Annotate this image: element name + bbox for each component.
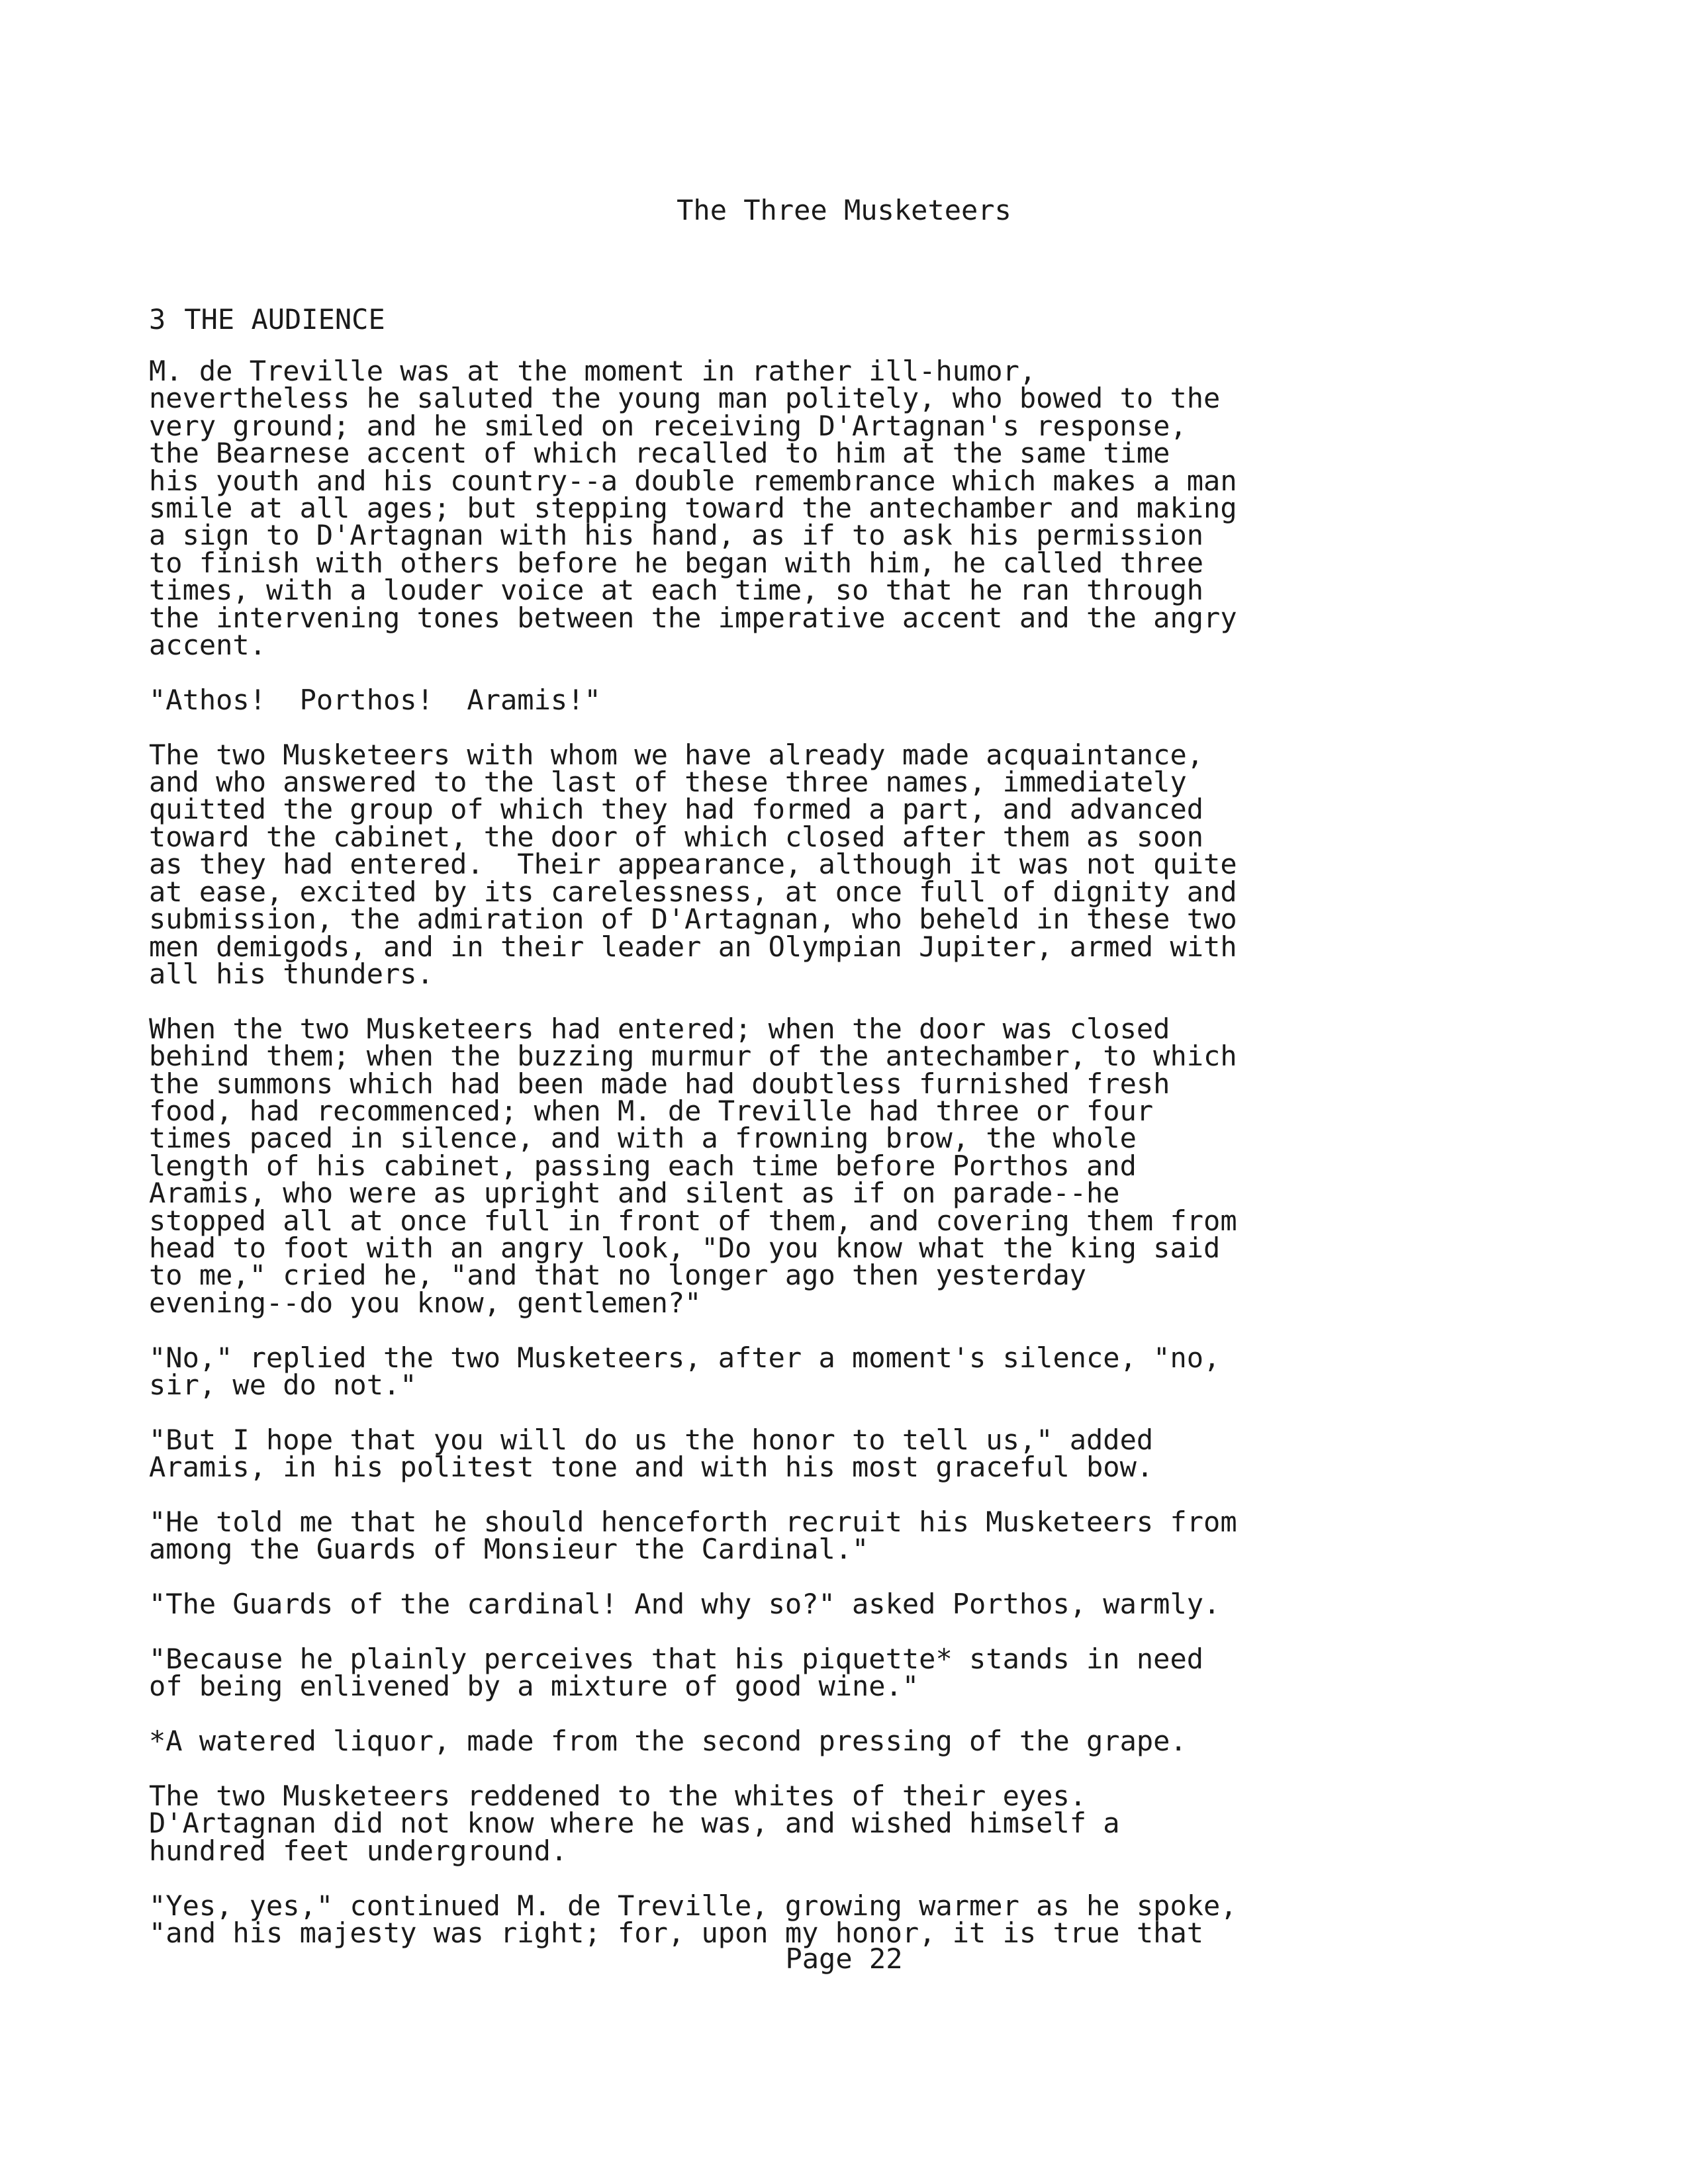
- text-line: food, had recommenced; when M. de Treville had three or four: [149, 1094, 1154, 1127]
- paragraph: [149, 683, 1605, 716]
- paragraph-gap: [149, 1316, 1605, 1343]
- text-line: "The Guards of the cardinal! And why so?" asked Porthos, warmly.: [149, 1588, 1221, 1621]
- text-line: all his thunders.: [149, 957, 434, 990]
- paragraph-gap: [149, 987, 1605, 1015]
- text-line: "Because he plainly perceives that his piquette* stands in need: [149, 1642, 1204, 1675]
- text-line: "and his majesty was right; for, upon my honor, it is true that: [149, 1916, 1204, 1949]
- paragraph: [149, 1779, 1605, 1867]
- text-line: very ground; and he smiled on receiving D'Artagnan's response,: [149, 409, 1187, 442]
- text-line: length of his cabinet, passing each time before Porthos and: [149, 1149, 1137, 1182]
- paragraph-gap: [149, 1398, 1605, 1426]
- text-line: *A watered liquor, made from the second pressing of the grape.: [149, 1725, 1187, 1758]
- text-line: D'Artagnan did not know where he was, and wished himself a: [149, 1807, 1120, 1840]
- text-line: at ease, excited by its carelessness, at once full of dignity and: [149, 875, 1237, 908]
- text-line: "Yes, yes," continued M. de Treville, growing warmer as he spoke,: [149, 1889, 1237, 1922]
- text-line: the Bearnese accent of which recalled to him at the same time: [149, 437, 1170, 470]
- paragraph-gap: [149, 713, 1605, 741]
- text-line: the summons which had been made had doubtless furnished fresh: [149, 1067, 1170, 1100]
- text-line: to finish with others before he began with him, he called three: [149, 546, 1204, 579]
- paragraph-gap: [149, 1618, 1605, 1645]
- text-line: among the Guards of Monsieur the Cardinal.": [149, 1533, 869, 1566]
- text-line: "But I hope that you will do us the honor to tell us," added: [149, 1423, 1154, 1456]
- chapter-number: 3: [149, 303, 166, 336]
- text-line: Aramis, in his politest tone and with his most graceful bow.: [149, 1451, 1154, 1484]
- paragraph-gap: [149, 1755, 1605, 1782]
- text-line: to me," cried he, "and that no longer ago then yesterday: [149, 1259, 1087, 1292]
- text-line: smile at all ages; but stepping toward the antechamber and making: [149, 492, 1237, 525]
- text-line: head to foot with an angry look, "Do you know what the king said: [149, 1231, 1221, 1264]
- paragraph-gap: [149, 1700, 1605, 1727]
- paragraph: [149, 1889, 1605, 1949]
- text-line: "He told me that he should henceforth recruit his Musketeers from: [149, 1505, 1237, 1538]
- text-line: his youth and his country--a double remembrance which makes a man: [149, 464, 1237, 497]
- paragraph: [149, 1642, 1605, 1703]
- text-line: a sign to D'Artagnan with his hand, as if to ask his permission: [149, 519, 1204, 552]
- running-title: The Three Musketeers: [677, 194, 1011, 226]
- text-line: hundred feet underground.: [149, 1834, 568, 1867]
- paragraph: [149, 1725, 1605, 1758]
- text-line: behind them; when the buzzing murmur of the antechamber, to which: [149, 1040, 1237, 1073]
- text-line: of being enlivened by a mixture of good wine.": [149, 1670, 919, 1703]
- text-line: the intervening tones between the imperative accent and the angry: [149, 601, 1237, 634]
- text-line: toward the cabinet, the door of which closed after them as soon: [149, 820, 1204, 853]
- text-line: evening--do you know, gentlemen?": [149, 1286, 702, 1319]
- text-line: stopped all at once full in front of them, and covering them from: [149, 1204, 1237, 1237]
- text-line: Aramis, who were as upright and silent as if on parade--he: [149, 1177, 1120, 1210]
- text-line: and who answered to the last of these three names, immediately: [149, 766, 1187, 799]
- text-line: accent.: [149, 629, 267, 662]
- paragraph-gap: [149, 659, 1605, 686]
- paragraph: [149, 1588, 1605, 1621]
- paragraph: [149, 355, 1605, 662]
- paragraph: [149, 738, 1605, 990]
- paragraph: [149, 1505, 1605, 1566]
- text-line: men demigods, and in their leader an Olympian Jupiter, armed with: [149, 930, 1237, 963]
- text-line: The two Musketeers with whom we have already made acquaintance,: [149, 738, 1204, 771]
- text-line: M. de Treville was at the moment in rather ill-humor,: [149, 355, 1037, 387]
- text-line: sir, we do not.": [149, 1368, 417, 1401]
- paragraph: [149, 1423, 1605, 1484]
- paragraph-gap: [149, 1563, 1605, 1590]
- text-line: The two Musketeers reddened to the whites of their eyes.: [149, 1779, 1087, 1812]
- text-line: quitted the group of which they had formed a part, and advanced: [149, 793, 1204, 826]
- body-text: [149, 355, 1605, 1949]
- text-line: "Athos! Porthos! Aramis!": [149, 683, 601, 716]
- text-line: "No," replied the two Musketeers, after a moment's silence, "no,: [149, 1341, 1221, 1374]
- text-line: submission, the admiration of D'Artagnan, who beheld in these two: [149, 903, 1237, 936]
- text-line: times paced in silence, and with a frowning brow, the whole: [149, 1122, 1137, 1155]
- chapter-title: THE AUDIENCE: [184, 303, 385, 336]
- chapter-heading: [149, 303, 385, 336]
- paragraph-gap: [149, 1481, 1605, 1508]
- text-line: When the two Musketeers had entered; when the door was closed: [149, 1012, 1170, 1045]
- text-line: times, with a louder voice at each time, so that he ran through: [149, 574, 1204, 607]
- page-number: Page 22: [785, 1942, 903, 1975]
- text-line: nevertheless he saluted the young man politely, who bowed to the: [149, 382, 1221, 415]
- paragraph: [149, 1341, 1605, 1401]
- text-line: as they had entered. Their appearance, although it was not quite: [149, 848, 1237, 881]
- paragraph-gap: [149, 1864, 1605, 1891]
- paragraph: [149, 1012, 1605, 1319]
